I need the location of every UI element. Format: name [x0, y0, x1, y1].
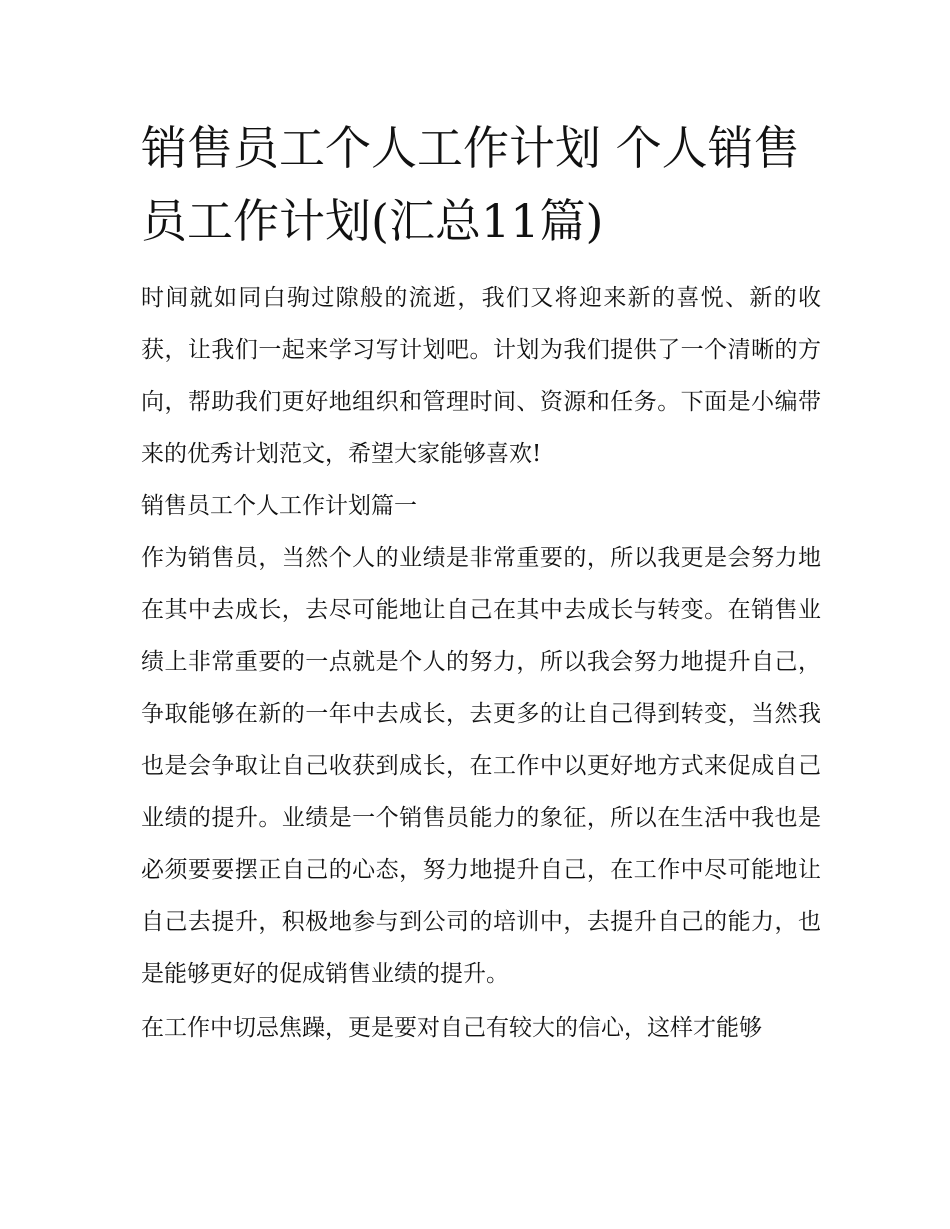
body-paragraph-1: 作为销售员，当然个人的业绩是非常重要的，所以我更是会努力地在其中去成长，去尽可能地让自己在其中去成长与转变。在销售业绩上非常重要的一点就是个人的努力，所以我会努力地提升自己，争取能够在新的一年中去成长，去更多的让自己得到转变，当然我也是会争取让自己收获到成长，在工作中以更好地方式来促成自己业绩的提升。业绩是一个销售员能力的象征，所以在生活中我也是必须要要摆正自己的心态，努力地提升自己，在工作中尽可能地让自己去提升，积极地参与到公司的培训中，去提升自己的能力，也是能够更好的促成销售业绩的提升。 [141, 545, 821, 987]
intro-paragraph: 时间就如同白驹过隙般的流逝，我们又将迎来新的喜悦、新的收获，让我们一起来学习写计划吧。计划为我们提供了一个清晰的方向，帮助我们更好地组织和管理时间、资源和任务。下面是小编带来的优秀计划范文，希望大家能够喜欢! [141, 285, 821, 467]
body-paragraph-2: 在工作中切忌焦躁，更是要对自己有较大的信心，这样才能够 [141, 1015, 762, 1041]
document-title: 销售员工个人工作计划 个人销售员工作计划(汇总11篇) [141, 121, 800, 248]
document-page [141, 112, 821, 1054]
section-heading: 销售员工个人工作计划篇一 [141, 493, 417, 519]
